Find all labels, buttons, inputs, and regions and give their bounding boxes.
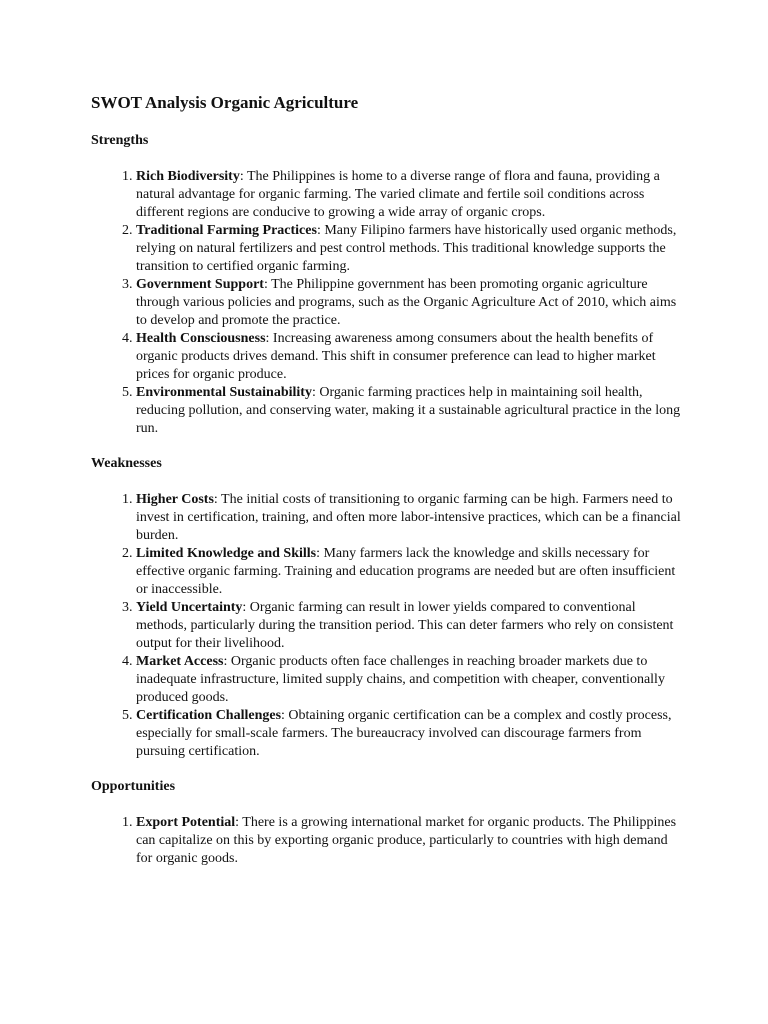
list-item [136, 545, 682, 599]
item-title: Certification Challenges [136, 708, 282, 723]
section-heading-weaknesses: Weaknesses [91, 456, 162, 471]
list-item [136, 599, 682, 653]
item-text: : Many Filipino farmers have historically used organic methods, relying on natural fertilizers and pest control methods. This traditional knowledge supports the transition to certified organic farming. [136, 223, 677, 274]
list-item [136, 330, 682, 384]
section-heading-opportunities: Opportunities [91, 779, 176, 794]
item-text: : There is a growing international market for organic products. The Philippines can capitalize on this by exporting organic produce, particularly to countries with high demand for organic goods. [136, 815, 677, 866]
list-item [136, 491, 682, 545]
item-text: : Organic farming can result in lower yields compared to conventional methods, particularly during the transition period. This can deter farmers who rely on consistent output for their livelihood. [136, 600, 674, 651]
item-title: Health Consciousness [136, 331, 266, 346]
item-title: Market Access [136, 654, 224, 669]
item-text: : Organic farming practices help in maintaining soil health, reducing pollution, and conserving water, making it a sustainable agricultural practice in the long run. [136, 385, 681, 436]
strengths-list [91, 168, 682, 438]
list-item [136, 707, 682, 761]
item-title: Traditional Farming Practices [136, 223, 317, 238]
item-title: Higher Costs [136, 492, 214, 507]
weaknesses-list [91, 491, 682, 761]
item-title: Government Support [136, 277, 264, 292]
list-item [136, 814, 682, 868]
document-title: SWOT Analysis Organic Agriculture [91, 93, 359, 112]
item-text: : Organic products often face challenges in reaching broader markets due to inadequate infrastructure, limited supply chains, and competition with cheaper, conventionally produced goods. [136, 654, 665, 705]
item-title: Yield Uncertainty [136, 600, 243, 615]
item-title: Environmental Sustainability [136, 385, 312, 400]
item-title: Limited Knowledge and Skills [136, 546, 317, 561]
list-item [136, 384, 682, 438]
list-item [136, 276, 682, 330]
item-title: Rich Biodiversity [136, 169, 240, 184]
list-item [136, 222, 682, 276]
section-heading-strengths: Strengths [91, 133, 149, 148]
item-title: Export Potential [136, 815, 236, 830]
item-text: : The initial costs of transitioning to organic farming can be high. Farmers need to invest in certification, training, and often more labor-intensive practices, which can be a financial burden. [136, 492, 681, 543]
list-item [136, 653, 682, 707]
item-text: : The Philippines is home to a diverse range of flora and fauna, providing a natural advantage for organic farming. The varied climate and fertile soil conditions across different regions are conducive to growing a wide array of organic crops. [136, 169, 660, 220]
item-text: : Obtaining organic certification can be a complex and costly process, especially for small-scale farmers. The bureaucracy involved can discourage farmers from pursuing certification. [136, 708, 672, 759]
item-text: : Many farmers lack the knowledge and skills necessary for effective organic farming. Training and education programs are needed but are often insufficient or inaccessible. [136, 546, 676, 597]
opportunities-list [91, 814, 682, 868]
item-text: : The Philippine government has been promoting organic agriculture through various policies and programs, such as the Organic Agriculture Act of 2010, which aims to develop and promote the practice. [136, 277, 677, 328]
list-item [136, 168, 682, 222]
item-text: : Increasing awareness among consumers about the health benefits of organic products drives demand. This shift in consumer preference can lead to higher market prices for organic produce. [136, 331, 656, 382]
